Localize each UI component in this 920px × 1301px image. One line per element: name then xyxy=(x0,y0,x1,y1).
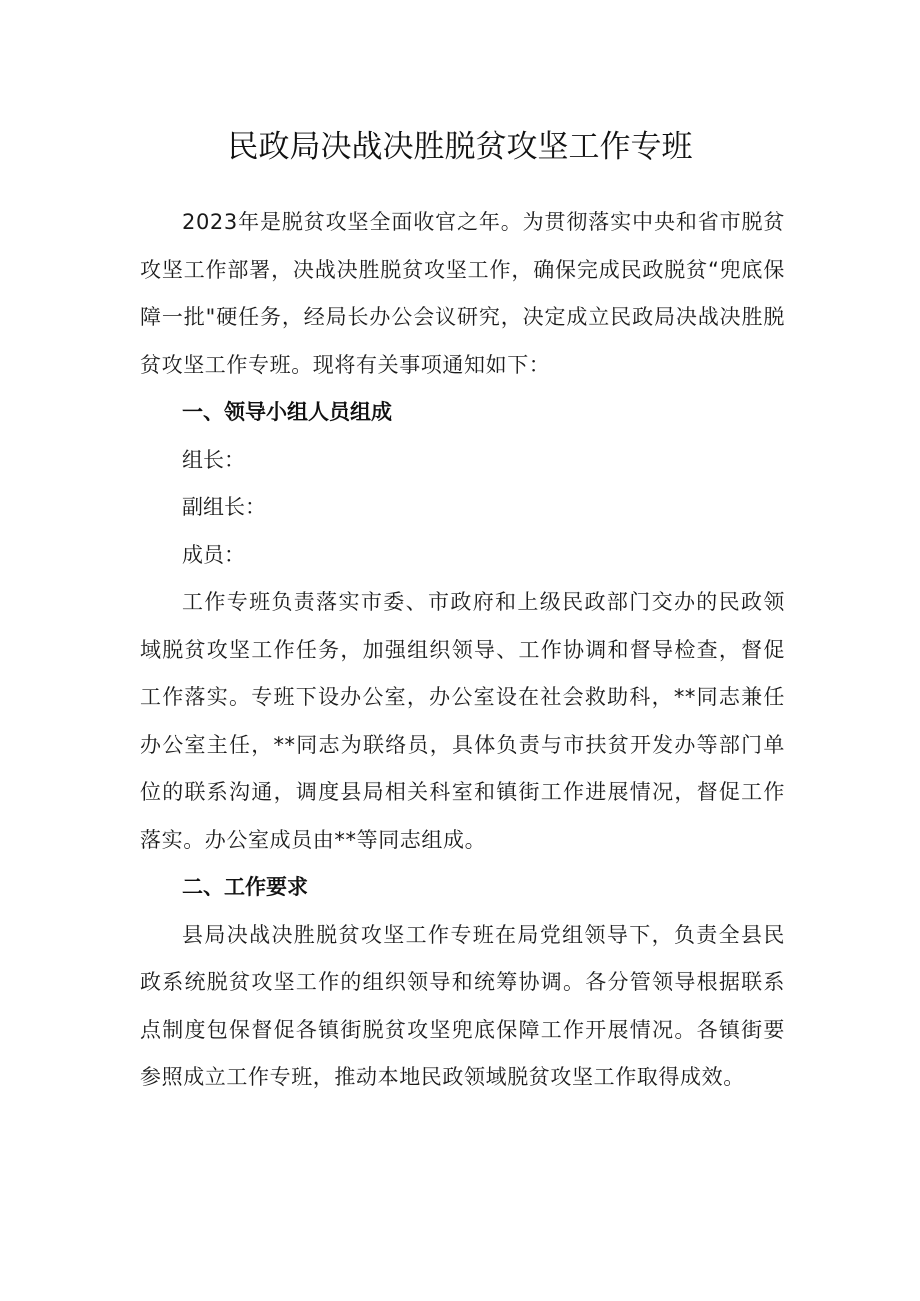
deputy-leader-field: 副组长： xyxy=(182,495,266,519)
section-2-paragraph: 县局决战决胜脱贫攻坚工作专班在局党组领导下，负责全县民政系统脱贫攻坚工作的组织领导和统筹协调。各分管领导根据联系点制度包保督促各镇街脱贫攻坚兜底保障工作开展情况。各镇街要参照成立工作专班，推动本地民政领域脱贫攻坚工作取得成效。 xyxy=(140,922,785,1089)
section-2-heading: 二、工作要求 xyxy=(182,875,308,899)
document-title: 民政局决战决胜脱贫攻坚工作专班 xyxy=(227,129,693,165)
document-body xyxy=(140,199,785,1102)
members-field: 成员： xyxy=(182,542,245,567)
leader-field: 组长： xyxy=(182,447,245,472)
intro-paragraph: 2023年是脱贫攻坚全面收官之年。为贯彻落实中央和省市脱贫攻坚工作部署，决战决胜脱贫攻坚工作，确保完成民政脱贫“兜底保障一批"硬任务，经局长办公会议研究，决定成立民政局决战决胜脱贫攻坚工作专班。现将有关事项通知如下： xyxy=(140,210,785,377)
section-1-heading: 一、领导小组人员组成 xyxy=(182,400,392,424)
section-1-paragraph: 工作专班负责落实市委、市政府和上级民政部门交办的民政领域脱贫攻坚工作任务，加强组织领导、工作协调和督导检查，督促工作落实。专班下设办公室，办公室设在社会救助科，**同志兼任办公室主任，**同志为联络员，具体负责与市扶贫开发办等部门单位的联系沟通，调度县局相关科室和镇街工作进展情况，督促工作落实。办公室成员由**等同志组成。 xyxy=(140,590,785,852)
